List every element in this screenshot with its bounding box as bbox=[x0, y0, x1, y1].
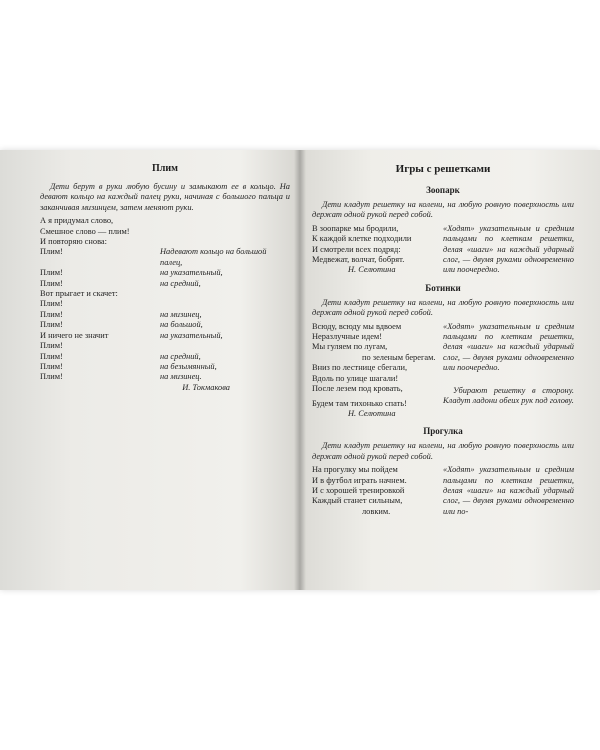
section-instruction: Дети кладут решетку на колени, на любую ровную поверхность или держат одной рукой перед собой. bbox=[312, 297, 574, 318]
poem-row bbox=[40, 299, 290, 309]
comment-line bbox=[160, 289, 290, 299]
poem-row bbox=[40, 331, 290, 341]
verse-line: Плим! bbox=[40, 320, 63, 330]
comment-line: на мизинец. bbox=[160, 372, 202, 382]
section-instruction: Дети кладут решетку на колени, на любую ровную поверхность или держат одной рукой перед собой. bbox=[312, 441, 574, 461]
comment-text: «Ходят» указательным и средним пальцами по клеткам решетки, делая «шаги» на каждый ударный слог, — двумя руками одновременно или поочередно. bbox=[443, 321, 574, 373]
section-instruction: Дети кладут решетку на колени, на любую ровную поверхность или держат одной рукой перед собой. bbox=[312, 200, 574, 220]
verse-block bbox=[312, 224, 443, 276]
verse-line: по зеленым берегам. bbox=[362, 352, 436, 362]
comment-block: «Ходят» указательным и средним пальцами по клеткам решетки, делая «шаги» на каждый ударный слог, — двумя руками одновременно или поочередно. bbox=[443, 223, 574, 275]
verse-line: Плим! bbox=[40, 268, 63, 278]
poem-author: Н. Селютина bbox=[348, 408, 396, 418]
intro-lines bbox=[40, 216, 290, 247]
verse-line: Плим! bbox=[40, 351, 63, 361]
section-title: Прогулка bbox=[423, 426, 463, 437]
verse-line: Плим! bbox=[40, 247, 63, 257]
intro-line: И повторяю снова: bbox=[40, 237, 107, 247]
verse-line: ловким. bbox=[362, 506, 391, 516]
verse-line: Всюду, всюду мы вдвоем bbox=[312, 321, 402, 331]
verse-line: Вот прыгает и скачет: bbox=[40, 289, 118, 299]
intro-line: А я придумал слово, bbox=[40, 216, 114, 226]
verse-line: Плим! bbox=[40, 341, 63, 351]
comment-line: на средний, bbox=[160, 351, 201, 361]
comment-line bbox=[160, 341, 290, 351]
poem-row bbox=[40, 341, 290, 351]
section-poem bbox=[312, 322, 574, 420]
verse-line: К каждой клетке подходили bbox=[312, 234, 412, 244]
verse-line: Каждый станет сильным, bbox=[312, 496, 403, 506]
comment-line: на указательный, bbox=[160, 330, 223, 340]
comment-line: Надевают кольцо на большой палец, bbox=[160, 247, 267, 267]
verse-line: И смотрели всех подряд: bbox=[312, 244, 401, 254]
verse-line: Плим! bbox=[40, 278, 63, 288]
poem-row bbox=[40, 289, 290, 299]
verse-line: Плим! bbox=[40, 299, 63, 309]
verse-line: Плим! bbox=[40, 361, 63, 371]
comment-line: на указательный, bbox=[160, 268, 223, 278]
verse-line: На прогулку мы пойдем bbox=[312, 465, 398, 475]
left-page bbox=[40, 162, 290, 393]
poem-row bbox=[40, 352, 290, 362]
comment-line: на большой, bbox=[160, 320, 203, 330]
left-page-instruction: Дети берут в руки любую бусину и замыкают ее в кольцо. На девают кольцо на каждый палец руки, начиная с большого пальца и заканчивая мизинцем, затем меняют руки. bbox=[40, 182, 290, 212]
poem-row bbox=[40, 279, 290, 289]
verse-line: В зоопарке мы бродили, bbox=[312, 223, 399, 233]
verse-line: И ничего не значит bbox=[40, 330, 109, 340]
poem-rows bbox=[40, 247, 290, 382]
poem-row bbox=[40, 372, 290, 382]
verse-line: Вдоль по улице шагали! bbox=[312, 373, 399, 383]
left-page-title: Плим bbox=[152, 163, 178, 174]
right-page-title: Игры с решетками bbox=[395, 163, 491, 175]
comment-line: на безымянный, bbox=[160, 361, 217, 371]
book-gutter bbox=[294, 150, 306, 590]
poem-row bbox=[40, 247, 290, 268]
comment-line: на мизинец, bbox=[160, 309, 202, 319]
verse-line: Мы гуляем по лугам, bbox=[312, 342, 388, 352]
verse-block bbox=[312, 465, 443, 517]
verse-line: И с хорошей тренировкой bbox=[312, 485, 405, 495]
poem-row bbox=[40, 320, 290, 330]
comment-line bbox=[160, 299, 290, 309]
verse-line: Плим! bbox=[40, 372, 63, 382]
poem-row bbox=[40, 310, 290, 320]
poem-author: И. Токмакова bbox=[182, 382, 230, 392]
poem-author: Н. Селютина bbox=[348, 265, 396, 275]
verse-line: Вниз по лестнице сбегали, bbox=[312, 363, 408, 373]
section-poem bbox=[312, 224, 574, 276]
section-title: Ботинки bbox=[425, 282, 461, 293]
poem-row bbox=[40, 268, 290, 278]
poem-row bbox=[40, 362, 290, 372]
verse-line: И в футбол играть начнем. bbox=[312, 475, 407, 485]
verse-line: Неразлучные идем! bbox=[312, 332, 383, 342]
comment-line: на средний, bbox=[160, 278, 201, 288]
section-zoo bbox=[312, 184, 574, 276]
right-page bbox=[312, 162, 574, 517]
verse-line: Плим! bbox=[40, 309, 63, 319]
section-walk bbox=[312, 425, 574, 517]
verse-line: Будем там тихонько спать! bbox=[312, 398, 407, 408]
intro-line: Смешное слово — плим! bbox=[40, 226, 130, 236]
section-poem bbox=[312, 465, 574, 517]
comment-block bbox=[443, 322, 574, 420]
verse-line: После лезем под кровать, bbox=[312, 384, 403, 394]
section-title: Зоопарк bbox=[426, 185, 460, 195]
comment-block: «Ходят» указательным и средним пальцами по клеткам решетки, делая «шаги» на каждый ударный слог, — двумя руками одновременно или по- bbox=[443, 465, 574, 516]
section-shoes bbox=[312, 282, 574, 419]
verse-line: Медвежат, волчат, бобрят. bbox=[312, 255, 405, 265]
comment-text: Убирают решетку в сторону. Кладут ладони обеих рук под голову. bbox=[443, 385, 574, 406]
verse-block bbox=[312, 322, 443, 420]
